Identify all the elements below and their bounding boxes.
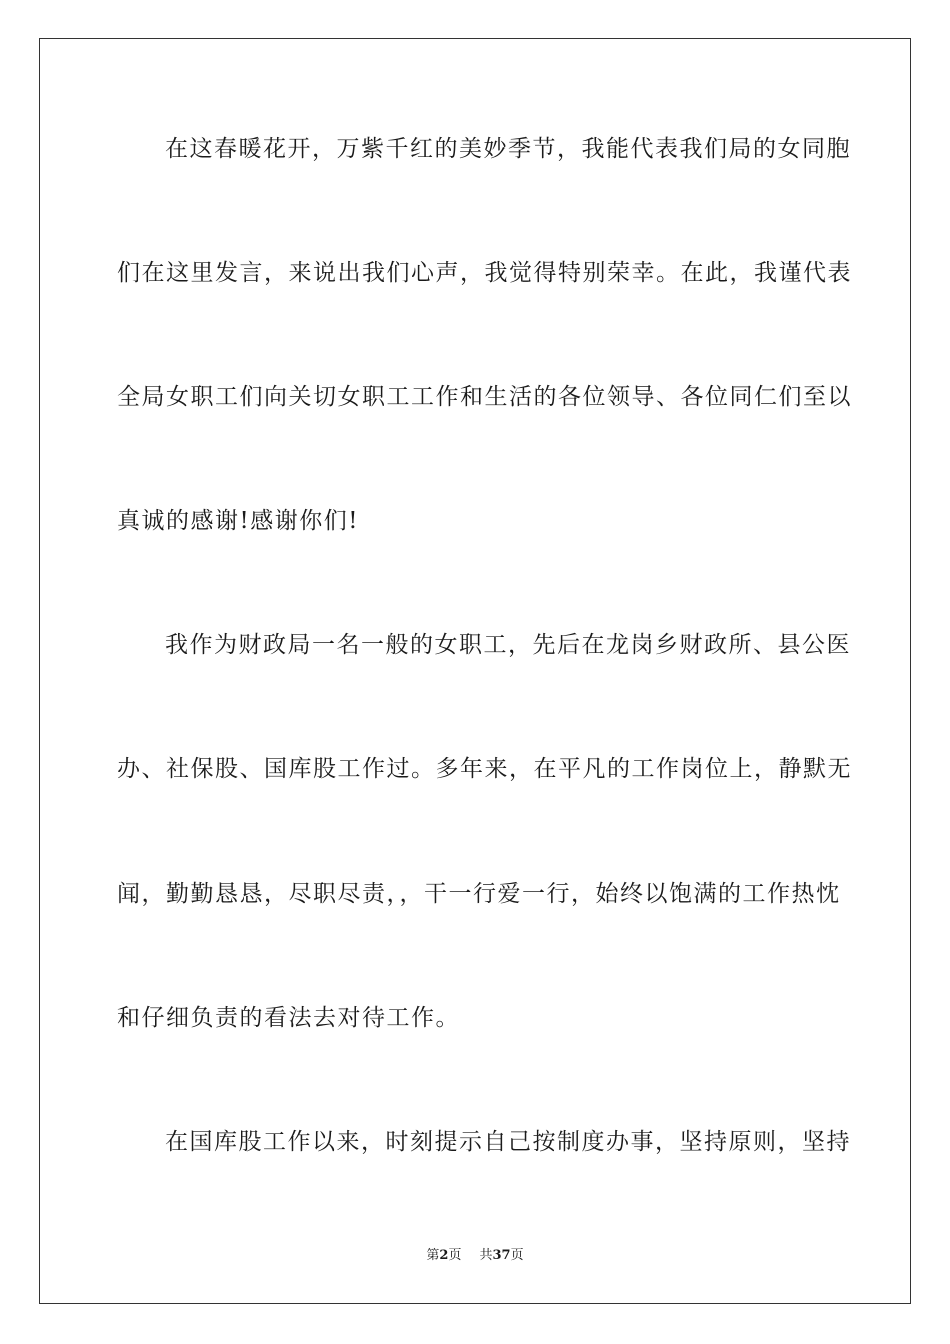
paragraph-2-line-1: 我作为财政局一名一般的女职工，先后在龙岗乡财政所、县公医 (165, 632, 851, 658)
page-prefix: 第 (426, 1248, 440, 1263)
page-footer (0, 1246, 950, 1266)
paragraph-2-line-2: 办、社保股、国库股工作过。多年来，在平凡的工作岗位上，静默无 (117, 756, 852, 782)
paragraph-1-line-2: 们在这里发言，来说出我们心声，我觉得特别荣幸。在此，我谨代表 (117, 260, 852, 286)
paragraph-1-line-4: 真诚的感谢!感谢你们! (117, 508, 359, 534)
paragraph-3-line-1: 在国库股工作以来，时刻提示自己按制度办事，坚持原则，坚持 (165, 1129, 851, 1155)
total-suffix: 页 (510, 1248, 524, 1263)
page-suffix: 页 (448, 1248, 462, 1263)
page-border (39, 38, 911, 1304)
paragraph-1-line-3: 全局女职工们向关切女职工工作和生活的各位领导、各位同仁们至以 (117, 384, 852, 410)
paragraph-2-line-4: 和仔细负责的看法去对待工作。 (117, 1005, 460, 1031)
total-prefix: 共 (479, 1248, 493, 1263)
page-number: 2 (439, 1248, 449, 1263)
total-pages: 37 (492, 1248, 511, 1263)
paragraph-1-line-1: 在这春暖花开，万紫千红的美妙季节，我能代表我们局的女同胞 (165, 136, 851, 162)
paragraph-2-line-3: 闻，勤勤恳恳，尽职尽责，，干一行爱一行，始终以饱满的工作热忱 (117, 881, 841, 907)
